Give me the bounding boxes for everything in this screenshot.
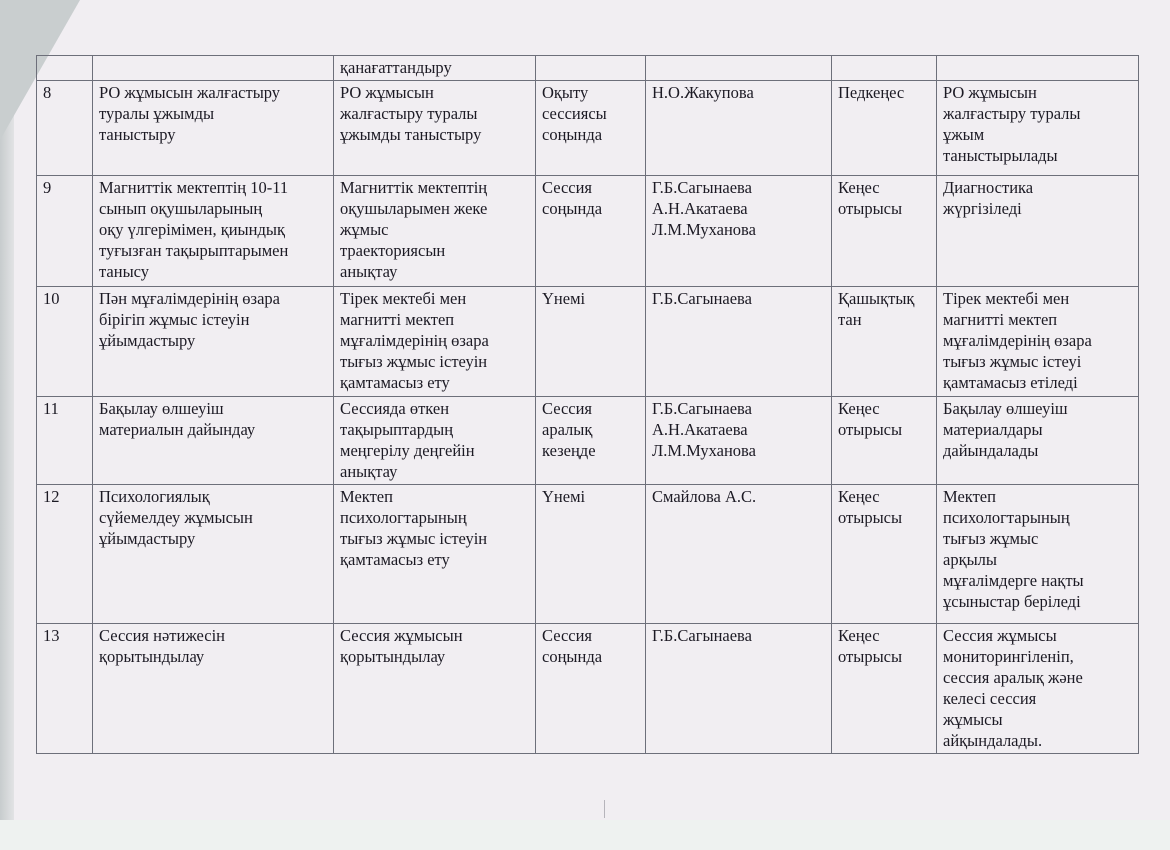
cell-text: Бақылау өлшеуіш (99, 399, 224, 418)
cell-text: А.Н.Акатаева (652, 199, 748, 218)
cell-text: сессия аралық және (943, 668, 1083, 687)
cell-text: ұйымдастыру (99, 331, 196, 350)
cell-timing (536, 485, 646, 624)
cell-timing (536, 56, 646, 81)
cell-text: ұжымды таныстыру (340, 125, 482, 144)
cell-goal (334, 397, 536, 485)
cell-text: Г.Б.Сагынаева (652, 178, 752, 197)
cell-text: мониторингіленіп, (943, 647, 1074, 666)
cell-text: арқылы (943, 550, 997, 569)
table-row (37, 397, 1139, 485)
cell-text: қанағаттандыру (340, 58, 452, 77)
cell-text: Бақылау өлшеуіш (943, 399, 1068, 418)
cell-text: Сессия жұмысын (340, 626, 463, 645)
cell-num (37, 81, 93, 176)
cell-text: отырысы (838, 508, 903, 527)
row-number: 13 (43, 626, 60, 645)
cell-goal (334, 176, 536, 287)
cell-text: Кеңес (838, 178, 880, 197)
cell-text: психологтарының (943, 508, 1070, 527)
cell-result (937, 56, 1139, 81)
cell-text: отырысы (838, 199, 903, 218)
cell-text: анықтау (340, 262, 398, 281)
cell-text: Үнемі (542, 289, 586, 308)
row-number: 11 (43, 399, 59, 418)
cell-num (37, 287, 93, 397)
cell-text: Психологиялық (99, 487, 210, 506)
cell-text: тығыз жұмыс істеуін (340, 352, 488, 371)
cell-text: келесі сессия (943, 689, 1037, 708)
cell-result (937, 287, 1139, 397)
cell-task (93, 485, 334, 624)
cell-text: мұғалімдерінің өзара (340, 331, 489, 350)
cell-text: оқушыларымен жеке (340, 199, 488, 218)
cell-num (37, 56, 93, 81)
cell-text: таныстыру (99, 125, 176, 144)
table-row (37, 81, 1139, 176)
cell-text: танысу (99, 262, 150, 281)
cell-text: Смайлова А.С. (652, 487, 757, 506)
cell-text: мұғалімдерге нақты (943, 571, 1084, 590)
cell-text: жұмыс (340, 220, 389, 239)
cell-text: қамтамасыз ету (340, 373, 450, 392)
cell-text: Кеңес (838, 487, 880, 506)
cell-text: кезеңде (542, 441, 596, 460)
cell-goal (334, 56, 536, 81)
scan-mark (604, 800, 605, 818)
row-number: 12 (43, 487, 60, 506)
table-row-continuation (37, 56, 1139, 81)
cell-text: тығыз жұмыс істеуі (943, 352, 1082, 371)
cell-text: бірігіп жұмыс істеуін (99, 310, 250, 329)
cell-text: Үнемі (542, 487, 586, 506)
cell-timing (536, 287, 646, 397)
cell-text: дайындалады (943, 441, 1039, 460)
cell-text: жалғастыру туралы (943, 104, 1081, 123)
cell-text: сессиясы (542, 104, 607, 123)
cell-text: Кеңес (838, 399, 880, 418)
cell-text: Қашықтық (838, 289, 915, 308)
cell-text: Сессия (542, 399, 593, 418)
cell-text: меңгерілу деңгейін (340, 441, 475, 460)
cell-text: траекториясын (340, 241, 446, 260)
cell-text: РО жұмысын жалғастыру (99, 83, 281, 102)
cell-responsible (646, 287, 832, 397)
cell-text: туғызған тақырыптарымен (99, 241, 289, 260)
cell-text: ұсыныстар беріледі (943, 592, 1081, 611)
cell-goal (334, 81, 536, 176)
cell-text: магнитті мектеп (943, 310, 1058, 329)
cell-result (937, 624, 1139, 754)
cell-text: қорытындылау (99, 647, 205, 666)
cell-text: материалын дайындау (99, 420, 256, 439)
row-number: 10 (43, 289, 60, 308)
cell-num (37, 485, 93, 624)
cell-text: таныстырылады (943, 146, 1058, 165)
cell-text: тығыз жұмыс (943, 529, 1039, 548)
cell-responsible (646, 397, 832, 485)
cell-text: Сессия (542, 626, 593, 645)
cell-text: туралы ұжымды (99, 104, 215, 123)
cell-text: Сессия (542, 178, 593, 197)
cell-format (832, 485, 937, 624)
cell-text: тақырыптардың (340, 420, 454, 439)
cell-text: аралық (542, 420, 593, 439)
cell-goal (334, 485, 536, 624)
cell-text: отырысы (838, 647, 903, 666)
cell-format (832, 81, 937, 176)
cell-text: Тірек мектебі мен (943, 289, 1070, 308)
cell-timing (536, 176, 646, 287)
cell-text: тығыз жұмыс істеуін (340, 529, 488, 548)
cell-task (93, 81, 334, 176)
cell-text: қамтамасыз ету (340, 550, 450, 569)
cell-text: Магниттік мектептің (340, 178, 488, 197)
cell-timing (536, 397, 646, 485)
row-number: 8 (43, 83, 52, 102)
cell-text: жалғастыру туралы (340, 104, 478, 123)
cell-text: Сессия нәтижесін (99, 626, 225, 645)
cell-text: Л.М.Муханова (652, 441, 756, 460)
cell-timing (536, 81, 646, 176)
cell-text: Педкеңес (838, 83, 905, 102)
cell-text: тан (838, 310, 862, 329)
cell-text: Пән мұғалімдерінің өзара (99, 289, 280, 308)
row-number: 9 (43, 178, 52, 197)
scan-bottom-margin (0, 820, 1170, 850)
cell-responsible (646, 176, 832, 287)
cell-task (93, 287, 334, 397)
table-row (37, 485, 1139, 624)
cell-goal (334, 287, 536, 397)
cell-responsible (646, 56, 832, 81)
cell-text: соңында (542, 125, 603, 144)
cell-task (93, 397, 334, 485)
cell-text: Л.М.Муханова (652, 220, 756, 239)
cell-responsible (646, 485, 832, 624)
cell-task (93, 176, 334, 287)
cell-text: Мектеп (943, 487, 996, 506)
cell-text: сүйемелдеу жұмысын (99, 508, 253, 527)
cell-text: сынып оқушыларының (99, 199, 263, 218)
cell-result (937, 397, 1139, 485)
cell-goal (334, 624, 536, 754)
table-row (37, 176, 1139, 287)
cell-num (37, 397, 93, 485)
table-row (37, 287, 1139, 397)
cell-text: ұйымдастыру (99, 529, 196, 548)
cell-text: қамтамасыз етіледі (943, 373, 1078, 392)
cell-text: қорытындылау (340, 647, 446, 666)
cell-text: Оқыту (542, 83, 589, 102)
cell-text: РО жұмысын (340, 83, 434, 102)
cell-text: психологтарының (340, 508, 467, 527)
cell-task (93, 624, 334, 754)
cell-text: Г.Б.Сагынаева (652, 289, 752, 308)
cell-text: Г.Б.Сагынаева (652, 626, 752, 645)
cell-text: оқу үлгерімімен, қиындық (99, 220, 285, 239)
cell-format (832, 176, 937, 287)
cell-result (937, 81, 1139, 176)
cell-text: магнитті мектеп (340, 310, 455, 329)
cell-format (832, 56, 937, 81)
cell-text: А.Н.Акатаева (652, 420, 748, 439)
cell-num (37, 624, 93, 754)
cell-text: айқындалады. (943, 731, 1043, 750)
cell-text: Г.Б.Сагынаева (652, 399, 752, 418)
cell-text: отырысы (838, 420, 903, 439)
cell-text: Кеңес (838, 626, 880, 645)
cell-text: материалдары (943, 420, 1043, 439)
cell-format (832, 287, 937, 397)
cell-text: Сессия жұмысы (943, 626, 1057, 645)
cell-responsible (646, 81, 832, 176)
cell-text: ұжым (943, 125, 985, 144)
cell-text: жүргізіледі (943, 199, 1022, 218)
cell-task (93, 56, 334, 81)
cell-text: Тірек мектебі мен (340, 289, 467, 308)
cell-text: жұмысы (943, 710, 1003, 729)
cell-result (937, 485, 1139, 624)
cell-text: РО жұмысын (943, 83, 1037, 102)
cell-text: Диагностика (943, 178, 1034, 197)
cell-format (832, 624, 937, 754)
cell-text: Магниттік мектептің 10-11 (99, 178, 289, 197)
cell-text: Сессияда өткен (340, 399, 450, 418)
work-plan-table (36, 55, 1139, 754)
cell-text: соңында (542, 199, 603, 218)
cell-timing (536, 624, 646, 754)
cell-text: анықтау (340, 462, 398, 481)
cell-format (832, 397, 937, 485)
table-row (37, 624, 1139, 754)
cell-responsible (646, 624, 832, 754)
cell-text: Н.О.Жакупова (652, 83, 754, 102)
cell-num (37, 176, 93, 287)
cell-text: Мектеп (340, 487, 393, 506)
cell-text: соңында (542, 647, 603, 666)
cell-text: мұғалімдерінің өзара (943, 331, 1092, 350)
cell-result (937, 176, 1139, 287)
